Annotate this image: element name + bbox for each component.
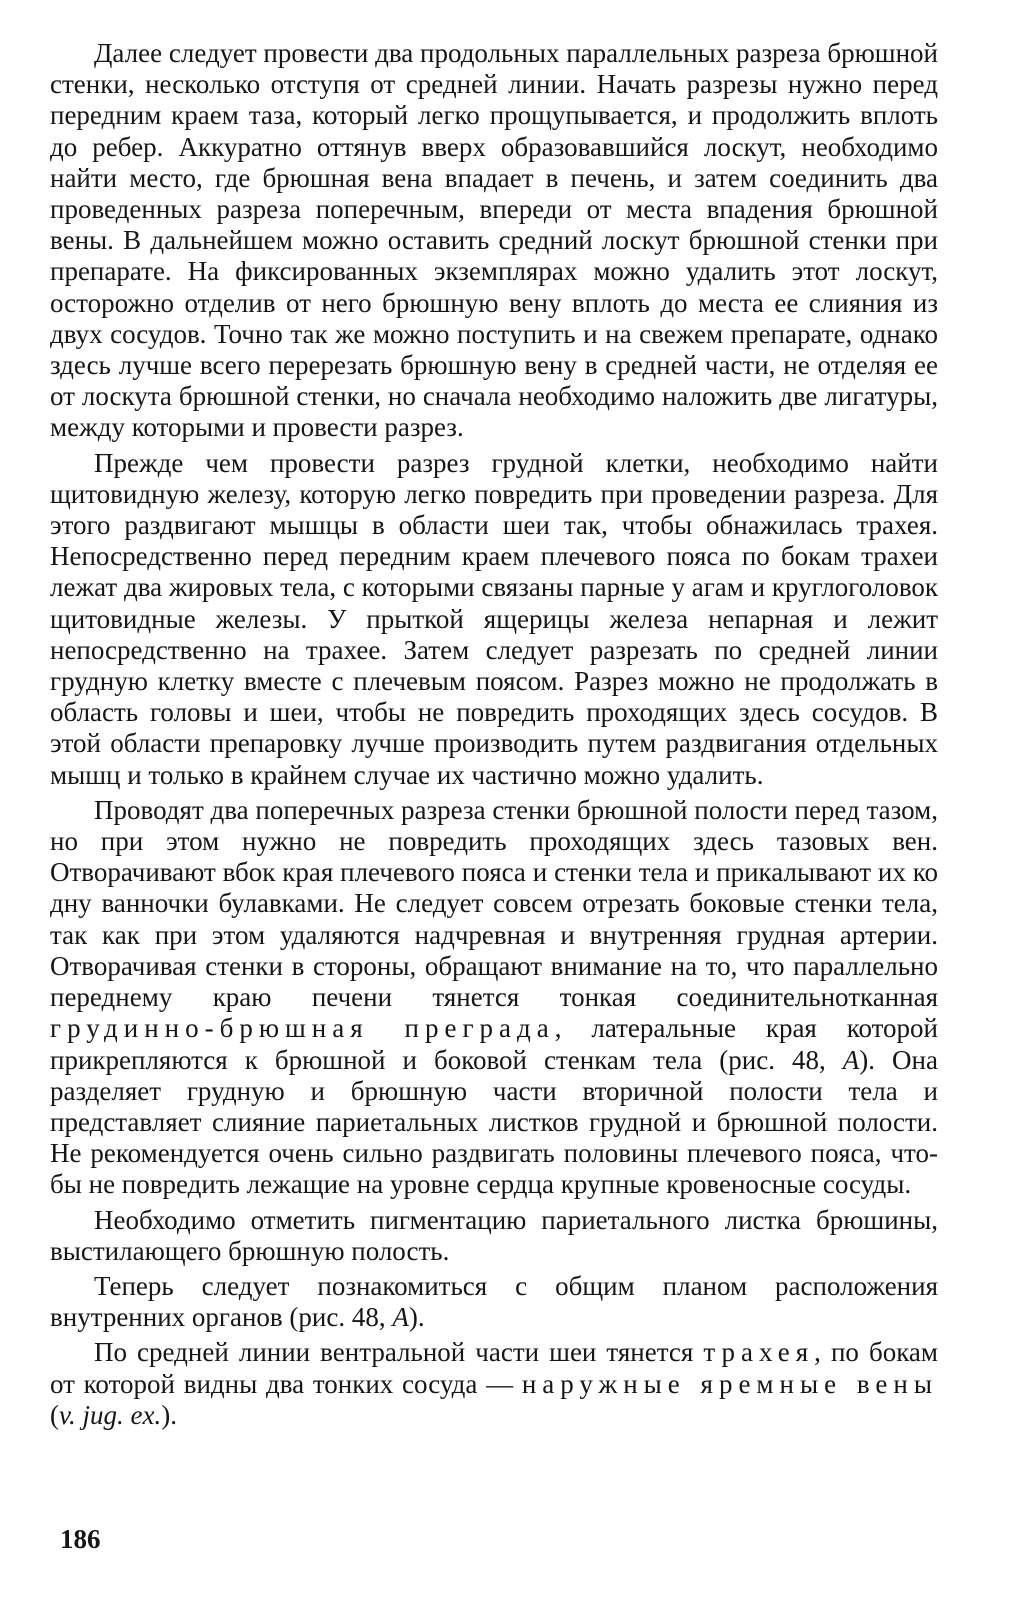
paragraph-text: ). Она разделяет грудную и брюшную части вторичной полости тела и представляет слияние париетальных листков грудной и брюшной полости. Не рекомендуется очень сильно раздвигать половины плечевого пояса, чтобы не повредить лежащие на уровне сердца крупные кровеносные сосуды. [50, 1044, 938, 1200]
paragraph-text: Проводят два поперечных разреза стенки брюшной полости перед тазом, но при этом нужно не повредить проходящих здесь тазовых вен. Отворачивают вбок края плечевого пояса и стенки тела и прикалывают их ко дну ванночки булавками. Не следует совсем отрезать боковые стенки тела, так как при этом удаляются надчревная и внутренняя грудная артерии. Отворачивая стенки в стороны, обращают внимание на то, что параллельно переднему краю печени тянется тонкая соединительнотканная [50, 794, 938, 1013]
paragraph-text: ). [161, 1399, 177, 1430]
paragraph-text: Прежде чем провести разрез грудной клетки, необходимо найти щитовидную железу, которую легко повредить при проведении разреза. Для этого раздвигают мышцы в области шеи так, чтобы обнажилась трахея. Непосредственно перед передним краем плечевого пояса по бокам трахеи лежат два жировых тела, с которыми связаны парные у агам и круглоголовок щитовидные железы. У прыткой ящерицы железа непарная и лежит непосредственно на трахее. Затем следует разрезать по средней линии грудную клетку вместе с плечевым поясом. Разрез можно не продолжать в область головы и шеи, чтобы не повредить проходящих здесь сосудов. В этой области препаровку лучше производить путем раздвигания отдельных мышц и только в крайнем случае их частично можно удалить. [50, 447, 938, 790]
page-text [50, 38, 938, 1431]
paragraph [50, 448, 938, 791]
paragraph [50, 1337, 938, 1431]
paragraph-text: , латеральные края которой прикрепляются к брюшной и боковой стенкам тела (рис. 48, [50, 1013, 939, 1075]
paragraph-text: ( [50, 1399, 59, 1430]
paragraph-text: , по бокам от которой видны два тонких сосуда — [50, 1337, 939, 1399]
page-number: 186 [60, 1524, 101, 1554]
paragraph-text: Необходимо отметить пигментацию париетального листка брюшины, выстилающего брюшную полость. [50, 1204, 938, 1266]
spaced-term: наружные яремные вены [521, 1368, 938, 1399]
spaced-term: трахея [703, 1337, 815, 1368]
spaced-term: грудинно-брюшная преграда [50, 1013, 555, 1044]
paragraph-text: По средней линии вентральной части шеи тянется [94, 1337, 704, 1368]
paragraph-text: ). [408, 1302, 425, 1333]
paragraph [50, 795, 938, 1201]
italic-letter: А [842, 1044, 860, 1075]
paragraph [50, 38, 938, 444]
paragraph-text: Теперь следует познакомиться с общим планом расположения внутренних органов (рис. 48, [50, 1270, 938, 1333]
paragraph [50, 1271, 938, 1333]
paragraph-text: Далее следует провести два продольных параллельных разреза брюшной стенки, несколько отступя от средней линии. Начать разрезы нужно перед передним краем таза, который легко прощупывается, и продолжить вплоть до ребер. Аккуратно оттянув вверх образовавшийся лоскут, необходимо найти место, где брюшная вена впадает в печень, и затем соединить два проведенных разреза поперечным, впереди от места впадения брюшной вены. В дальнейшем можно оставить средний лоскут брюшной стенки при препарате. На фиксированных экземплярах можно удалить этот лоскут, осторожно отделив от него брюшную вену вплоть до места ее слияния из двух сосудов. Точно так же можно поступить и на свежем препарате, однако здесь лучше всего перерезать брюшную вену в средней части, не отделяя ее от лоскута брюшной стенки, но сначала необходимо наложить две лигатуры, между которыми и провести разрез. [50, 38, 938, 443]
latin-abbreviation: v. jug. ex. [59, 1399, 162, 1430]
paragraph [50, 1205, 938, 1267]
italic-letter: А [392, 1302, 409, 1333]
